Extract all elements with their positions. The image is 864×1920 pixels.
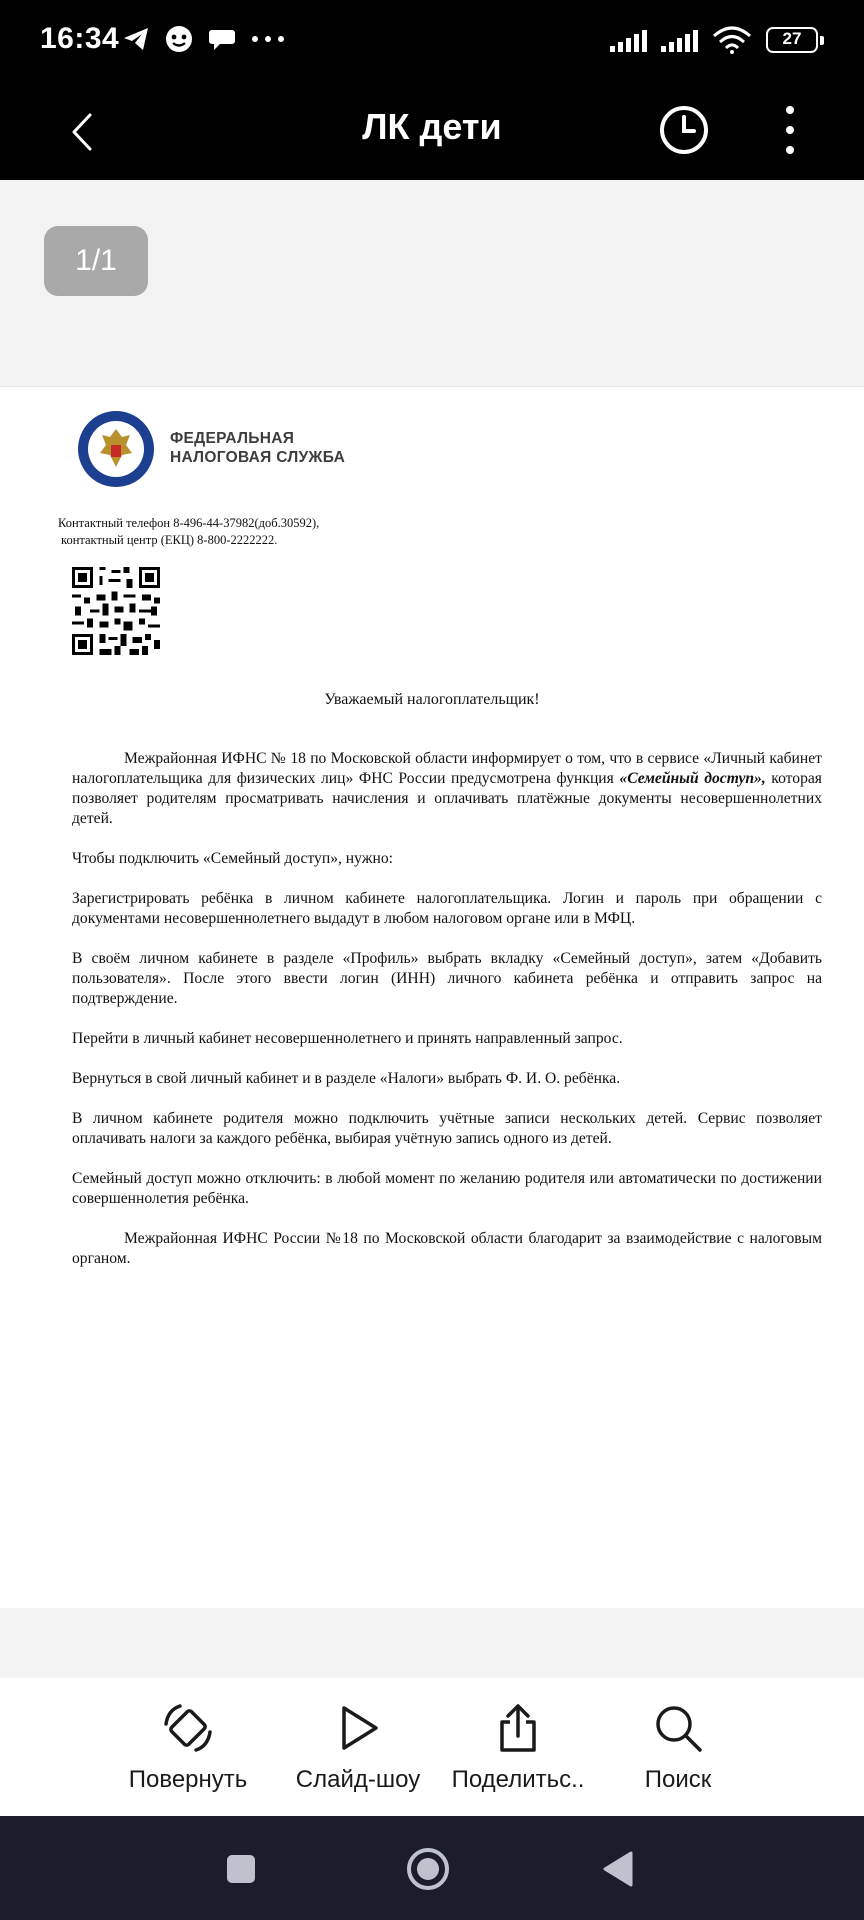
clock-icon bbox=[656, 102, 712, 158]
page-title: ЛК дети bbox=[362, 106, 502, 147]
chat-icon bbox=[208, 26, 236, 52]
greeting: Уважаемый налогоплательщик! bbox=[324, 691, 540, 708]
paragraph: В своём личном кабинете в разделе «Профиль» выбрать вкладку «Семейный доступ», затем «Добавить пользователя». После этого ввести логин (ИНН) личного кабинета ребёнка и отправить запрос на подтверждение. bbox=[72, 950, 822, 1007]
qr-code-icon bbox=[72, 567, 160, 655]
page-indicator: 1/1 bbox=[44, 226, 148, 296]
play-icon bbox=[330, 1700, 386, 1756]
share-label: Поделитьс.. bbox=[451, 1766, 585, 1793]
battery-icon: 27 bbox=[766, 27, 818, 53]
paragraph: Перейти в личный кабинет несовершеннолетнего и принять направленный запрос. bbox=[72, 1030, 623, 1047]
rotate-button[interactable] bbox=[118, 1678, 258, 1816]
nav-back-button[interactable] bbox=[594, 1846, 640, 1892]
telegram-icon bbox=[122, 26, 150, 52]
search-button[interactable] bbox=[608, 1678, 748, 1816]
document-body bbox=[72, 749, 822, 1289]
history-button[interactable] bbox=[656, 102, 712, 158]
search-label: Поиск bbox=[644, 1766, 712, 1793]
paragraph: Семейный доступ можно отключить: в любой момент по желанию родителя или автоматически по достижении совершеннолетия ребёнка. bbox=[72, 1170, 822, 1207]
document-viewer[interactable] bbox=[0, 180, 864, 1678]
messenger-icon bbox=[164, 24, 194, 54]
paragraph: Межрайонная ИФНС России №18 по Московской области благодарит за взаимодействие с налоговым органом. bbox=[72, 1230, 822, 1267]
system-nav-bar bbox=[0, 1816, 864, 1920]
slideshow-label: Слайд-шоу bbox=[295, 1766, 421, 1793]
notification-icons bbox=[122, 24, 286, 54]
more-vertical-icon bbox=[770, 102, 810, 158]
rotate-icon bbox=[160, 1700, 216, 1756]
contact-info: Контактный телефон 8-496-44-37982(доб.30592), контактный центр (ЕКЦ) 8-800-2222222. bbox=[58, 516, 320, 547]
paragraph: Чтобы подключить «Семейный доступ», нужно: bbox=[72, 850, 393, 867]
paragraph: В личном кабинете родителя можно подключить учётные записи нескольких детей. Сервис позволяет оплачивать налоги за каждого ребёнка, выбирая учётную запись одного из детей. bbox=[72, 1110, 822, 1147]
slideshow-button[interactable] bbox=[288, 1678, 428, 1816]
home-button[interactable] bbox=[405, 1846, 451, 1892]
fns-emblem-icon bbox=[76, 409, 156, 489]
more-menu-button[interactable] bbox=[770, 102, 810, 158]
recents-button[interactable] bbox=[218, 1846, 264, 1892]
rotate-label: Повернуть bbox=[128, 1766, 248, 1793]
app-bar bbox=[0, 82, 864, 180]
bottom-toolbar bbox=[0, 1678, 864, 1816]
home-circle-icon bbox=[405, 1846, 451, 1892]
document-page bbox=[0, 386, 864, 1608]
status-bar bbox=[0, 0, 864, 82]
share-button[interactable] bbox=[448, 1678, 588, 1816]
org-name: ФЕДЕРАЛЬНАЯ НАЛОГОВАЯ СЛУЖБА bbox=[170, 430, 346, 466]
signal-icon bbox=[610, 28, 647, 52]
paragraph: Зарегистрировать ребёнка в личном кабинете налогоплательщика. Логин и пароль при обращении с документами несовершеннолетнего выдадут в любом налоговом органе или в МФЦ. bbox=[72, 890, 822, 927]
signal-icon bbox=[661, 28, 698, 52]
system-icons bbox=[610, 26, 818, 54]
paragraph: Вернуться в свой личный кабинет и в разделе «Налоги» выбрать Ф. И. О. ребёнка. bbox=[72, 1070, 621, 1087]
back-triangle-icon bbox=[599, 1849, 635, 1889]
share-icon bbox=[490, 1700, 546, 1756]
search-icon bbox=[650, 1700, 706, 1756]
wifi-icon bbox=[712, 26, 752, 54]
status-time: 16:34 bbox=[40, 22, 120, 55]
more-dots-icon bbox=[250, 34, 286, 44]
recents-square-icon bbox=[225, 1853, 257, 1885]
paragraph: Межрайонная ИФНС № 18 по Московской области информирует о том, что в сервисе «Личный кабинет налогоплательщика для физических лиц» ФНС России предусмотрена функция «Семейный доступ», которая позволяет родителям просматривать начисления и оплачивать платёжные документы несовершеннолетних детей. bbox=[72, 750, 822, 827]
